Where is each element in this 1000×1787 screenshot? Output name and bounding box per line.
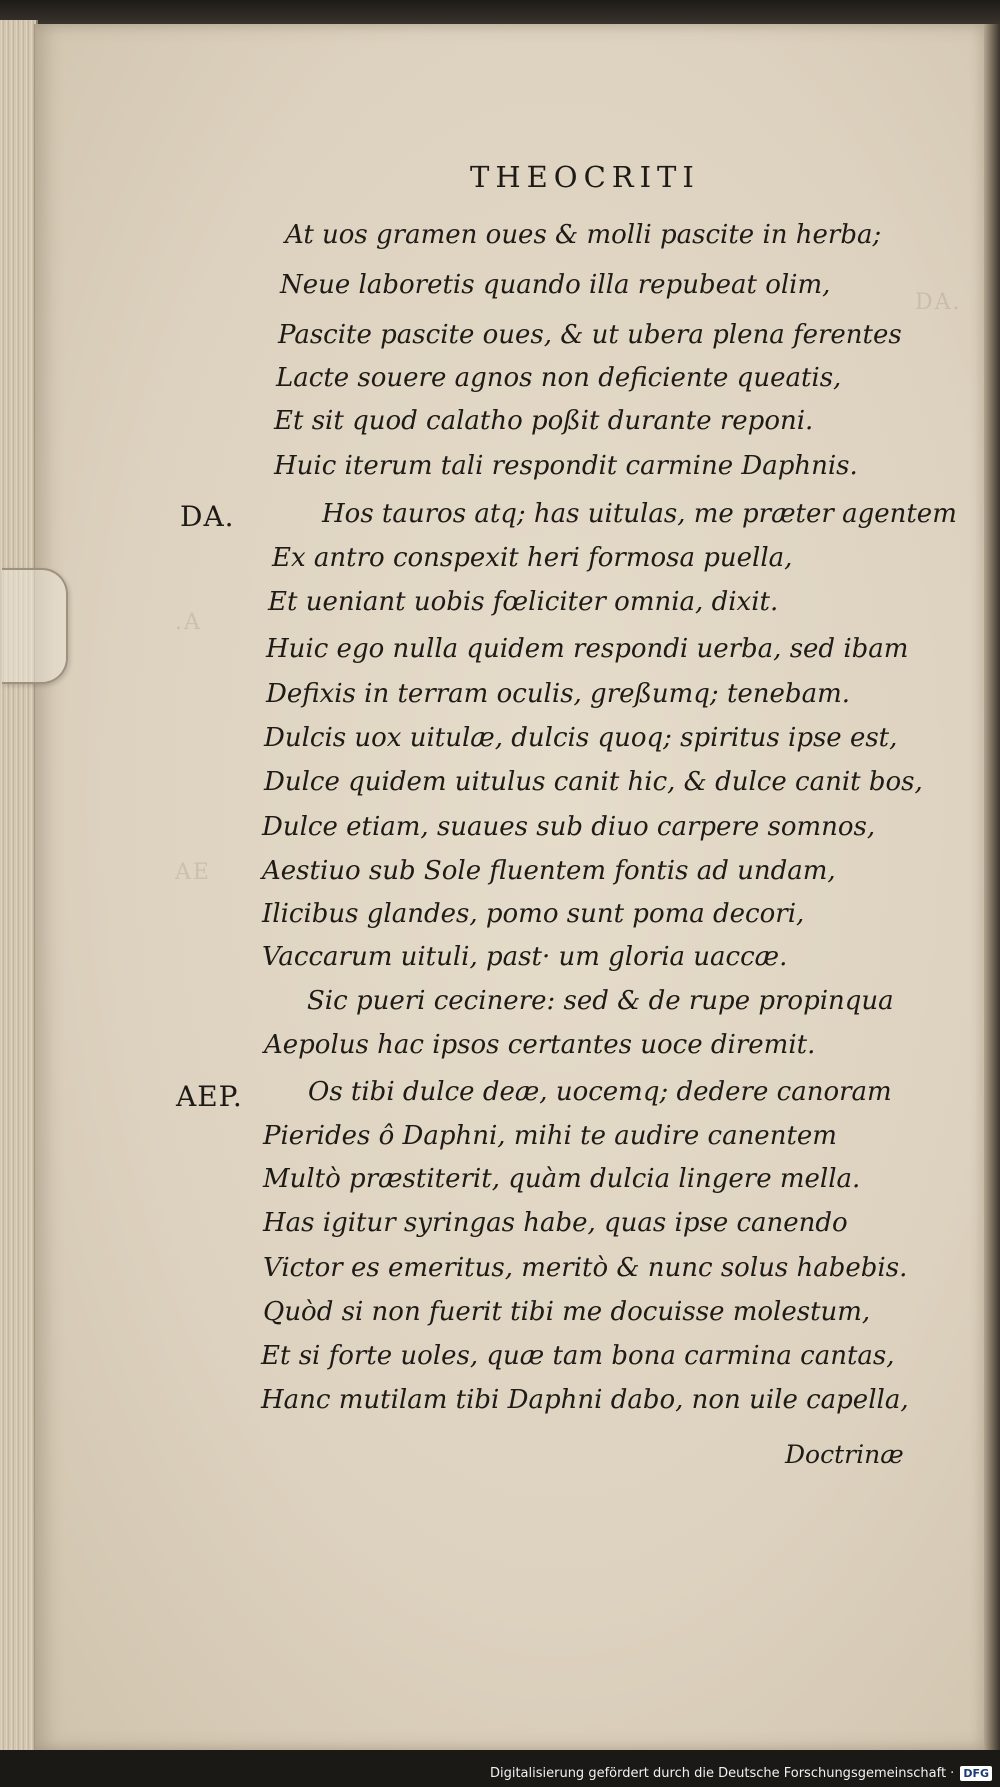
verse-line: Aepolus hac ipsos certantes uoce diremit. xyxy=(264,1030,816,1060)
verse-line: Et ueniant uobis fœliciter omnia, dixit. xyxy=(268,587,779,617)
show-through-mark: .A xyxy=(175,610,202,635)
verse-line: Sic pueri cecinere: sed & de rupe propinqua xyxy=(307,986,894,1016)
show-through-mark: DA. xyxy=(915,290,962,315)
speaker-label-aepolus: AEP. xyxy=(176,1080,243,1113)
verse-line: Dulce etiam, suaues sub diuo carpere somnos, xyxy=(262,812,876,842)
verse-line: At uos gramen oues & molli pascite in herba; xyxy=(285,220,882,250)
running-header: THEOCRITI xyxy=(470,160,700,194)
verse-line: Lacte souere agnos non deficiente queatis, xyxy=(276,363,842,393)
verse-line: Huic ego nulla quidem respondi uerba, sed ibam xyxy=(266,634,909,664)
page-clip xyxy=(2,568,68,684)
verse-line: Multò præstiterit, quàm dulcia lingere mella. xyxy=(263,1164,861,1194)
verse-line: Pascite pascite oues, & ut ubera plena ferentes xyxy=(278,320,902,350)
verse-line: Dulcis uox uitulæ, dulcis quoq; spiritus ipse est, xyxy=(264,723,898,753)
verse-line: Et sit quod calatho poßit durante reponi. xyxy=(274,406,814,436)
verse-line: Hanc mutilam tibi Daphni dabo, non uile capella, xyxy=(261,1385,909,1415)
verse-line: Vaccarum uituli, past· um gloria uaccæ. xyxy=(262,942,788,972)
show-through-mark: AE xyxy=(175,860,211,885)
scan-top-edge xyxy=(0,0,1000,26)
verse-line: Ex antro conspexit heri formosa puella, xyxy=(272,543,793,573)
book-gutter-shadow xyxy=(984,24,1000,1750)
verse-line: Has igitur syringas habe, quas ipse canendo xyxy=(263,1208,848,1238)
speaker-label-daphnis: DA. xyxy=(180,500,235,533)
funding-notice-text: Digitalisierung gefördert durch die Deutsche Forschungsgemeinschaft · xyxy=(489,1766,955,1781)
verse-line: Defixis in terram oculis, greßumq; tenebam. xyxy=(266,679,850,709)
verse-line: Neue laboretis quando illa repubeat olim, xyxy=(280,270,831,300)
book-page-edges xyxy=(0,20,38,1750)
verse-line: Os tibi dulce deæ, uocemq; dedere canoram xyxy=(308,1077,892,1107)
catchword: Doctrinæ xyxy=(785,1440,904,1469)
funding-notice xyxy=(490,1766,992,1781)
dfg-logo: DFG xyxy=(960,1766,992,1781)
verse-line: Hos tauros atq; has uitulas, me præter agentem xyxy=(322,499,957,529)
verse-line: Pierides ô Daphni, mihi te audire canentem xyxy=(263,1121,837,1151)
verse-line: Victor es emeritus, meritò & nunc solus habebis. xyxy=(263,1253,908,1283)
verse-line: Quòd si non fuerit tibi me docuisse molestum, xyxy=(263,1297,871,1327)
verse-line: Et si forte uoles, quæ tam bona carmina cantas, xyxy=(261,1341,895,1371)
verse-line: Dulce quidem uitulus canit hic, & dulce canit bos, xyxy=(264,767,923,797)
verse-line: Huic iterum tali respondit carmine Daphnis. xyxy=(274,451,858,481)
verse-line: Ilicibus glandes, pomo sunt poma decori, xyxy=(262,899,805,929)
verse-line: Aestiuo sub Sole fluentem fontis ad undam, xyxy=(262,856,836,886)
